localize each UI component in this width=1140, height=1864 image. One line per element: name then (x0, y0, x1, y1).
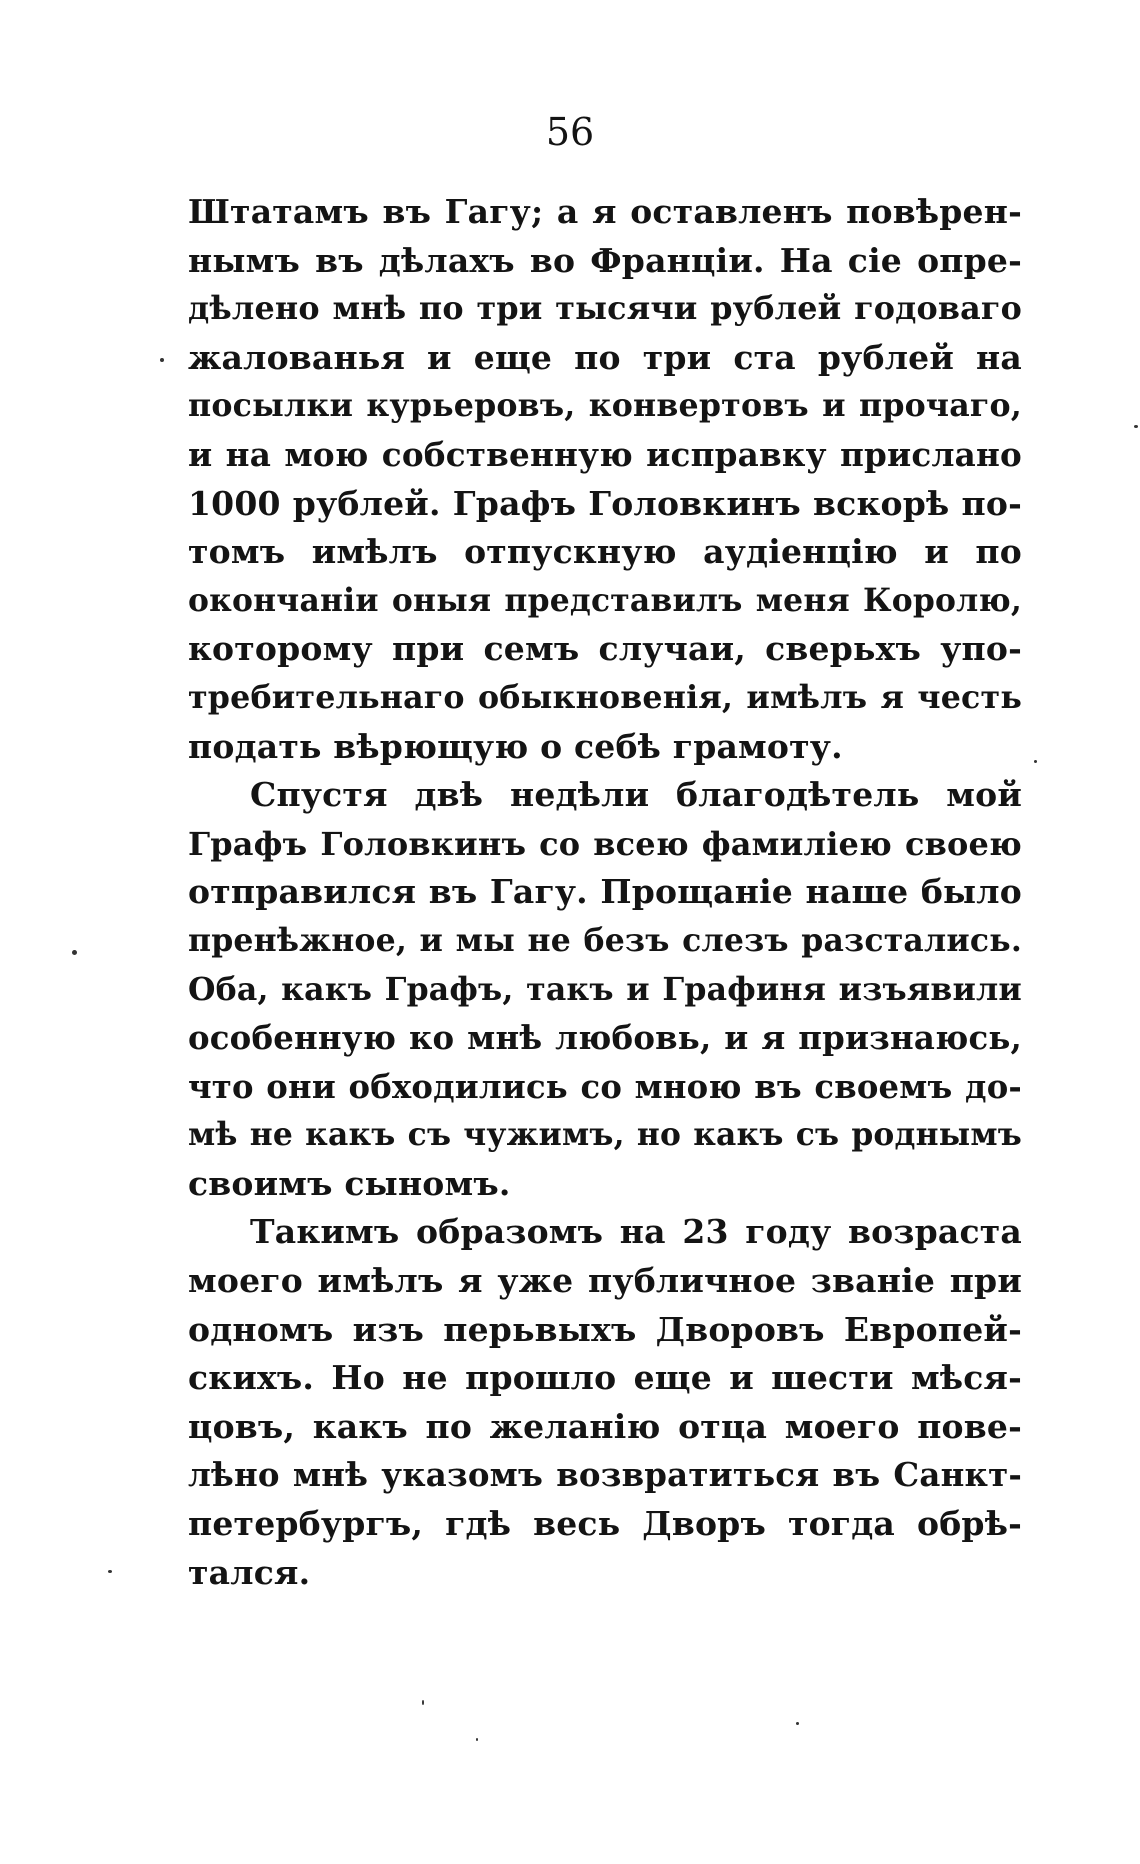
text-line: пренѣжное, и мы не безъ слезъ разстались. (188, 921, 1022, 959)
paragraph-2 (188, 771, 1022, 1208)
print-speck (796, 1722, 799, 1725)
body-text (188, 188, 1022, 1597)
text-line: и на мою собственную исправку прислано (188, 434, 1022, 474)
text-line: которому при семъ случаи, сверьхъ упо- (188, 629, 1022, 669)
print-speck (72, 950, 77, 955)
text-line: скихъ. Но не прошло еще и шести мѣся- (188, 1358, 1022, 1398)
text-line: моего имѣлъ я уже публичное званіе при (188, 1261, 1022, 1301)
text-line: тался. (188, 1552, 311, 1592)
text-line: нымъ въ дѣлахъ во Франціи. На сіе опре- (188, 240, 1022, 280)
page-number: 56 (545, 110, 595, 154)
text-line: своимъ сыномъ. (188, 1163, 511, 1203)
print-speck (476, 1738, 478, 1741)
text-line: требительнаго обыкновенія, имѣлъ я честь (188, 678, 1022, 716)
print-speck (422, 1700, 424, 1705)
text-line: подать вѣрющую о себѣ грамоту. (188, 726, 843, 766)
text-line: Такимъ образомъ на 23 году возраста (250, 1212, 1022, 1252)
text-line: Спустя двѣ недѣли благодѣтель мой (250, 775, 1022, 815)
text-line: одномъ изъ перьвыхъ Дворовъ Европей- (188, 1309, 1022, 1349)
print-speck (160, 358, 164, 362)
print-speck (1134, 425, 1138, 428)
text-line: петербургъ, гдѣ весь Дворъ тогда обрѣ- (188, 1504, 1022, 1544)
text-line: окончаніи оныя представилъ меня Королю, (188, 582, 1022, 619)
text-line: Графъ Головкинъ со всею фамиліею своею (188, 824, 1022, 863)
text-line: что они обходились со мною въ своемъ до- (188, 1067, 1022, 1106)
text-line: Оба, какъ Графъ, такъ и Графиня изъявили (188, 970, 1022, 1008)
text-line: лѣно мнѣ указомъ возвратиться въ Санкт- (188, 1456, 1022, 1495)
text-line: цовъ, какъ по желанію отца моего пове- (188, 1406, 1022, 1446)
paragraph-3 (188, 1208, 1022, 1597)
text-line: посылки курьеровъ, конвертовъ и прочаго, (188, 387, 1022, 425)
print-speck (108, 1570, 112, 1573)
text-line: мѣ не какъ съ чужимъ, но какъ съ роднымъ (188, 1117, 1022, 1154)
text-line: 1000 рублей. Графъ Головкинъ вскорѣ по- (188, 483, 1022, 523)
text-line: Штатамъ въ Гагу; а я оставленъ повѣрен- (188, 192, 1022, 231)
paragraph-1 (188, 188, 1022, 771)
print-speck (1034, 760, 1037, 763)
text-line: жалованья и еще по три ста рублей на (188, 337, 1022, 377)
text-line: особенную ко мнѣ любовь, и я признаюсь, (188, 1019, 1022, 1058)
text-line: отправился въ Гагу. Прощаніе наше было (188, 872, 1022, 912)
text-line: томъ имѣлъ отпускную аудіенцію и по (188, 532, 1022, 572)
text-line: дѣлено мнѣ по три тысячи рублей годоваго (188, 290, 1022, 328)
